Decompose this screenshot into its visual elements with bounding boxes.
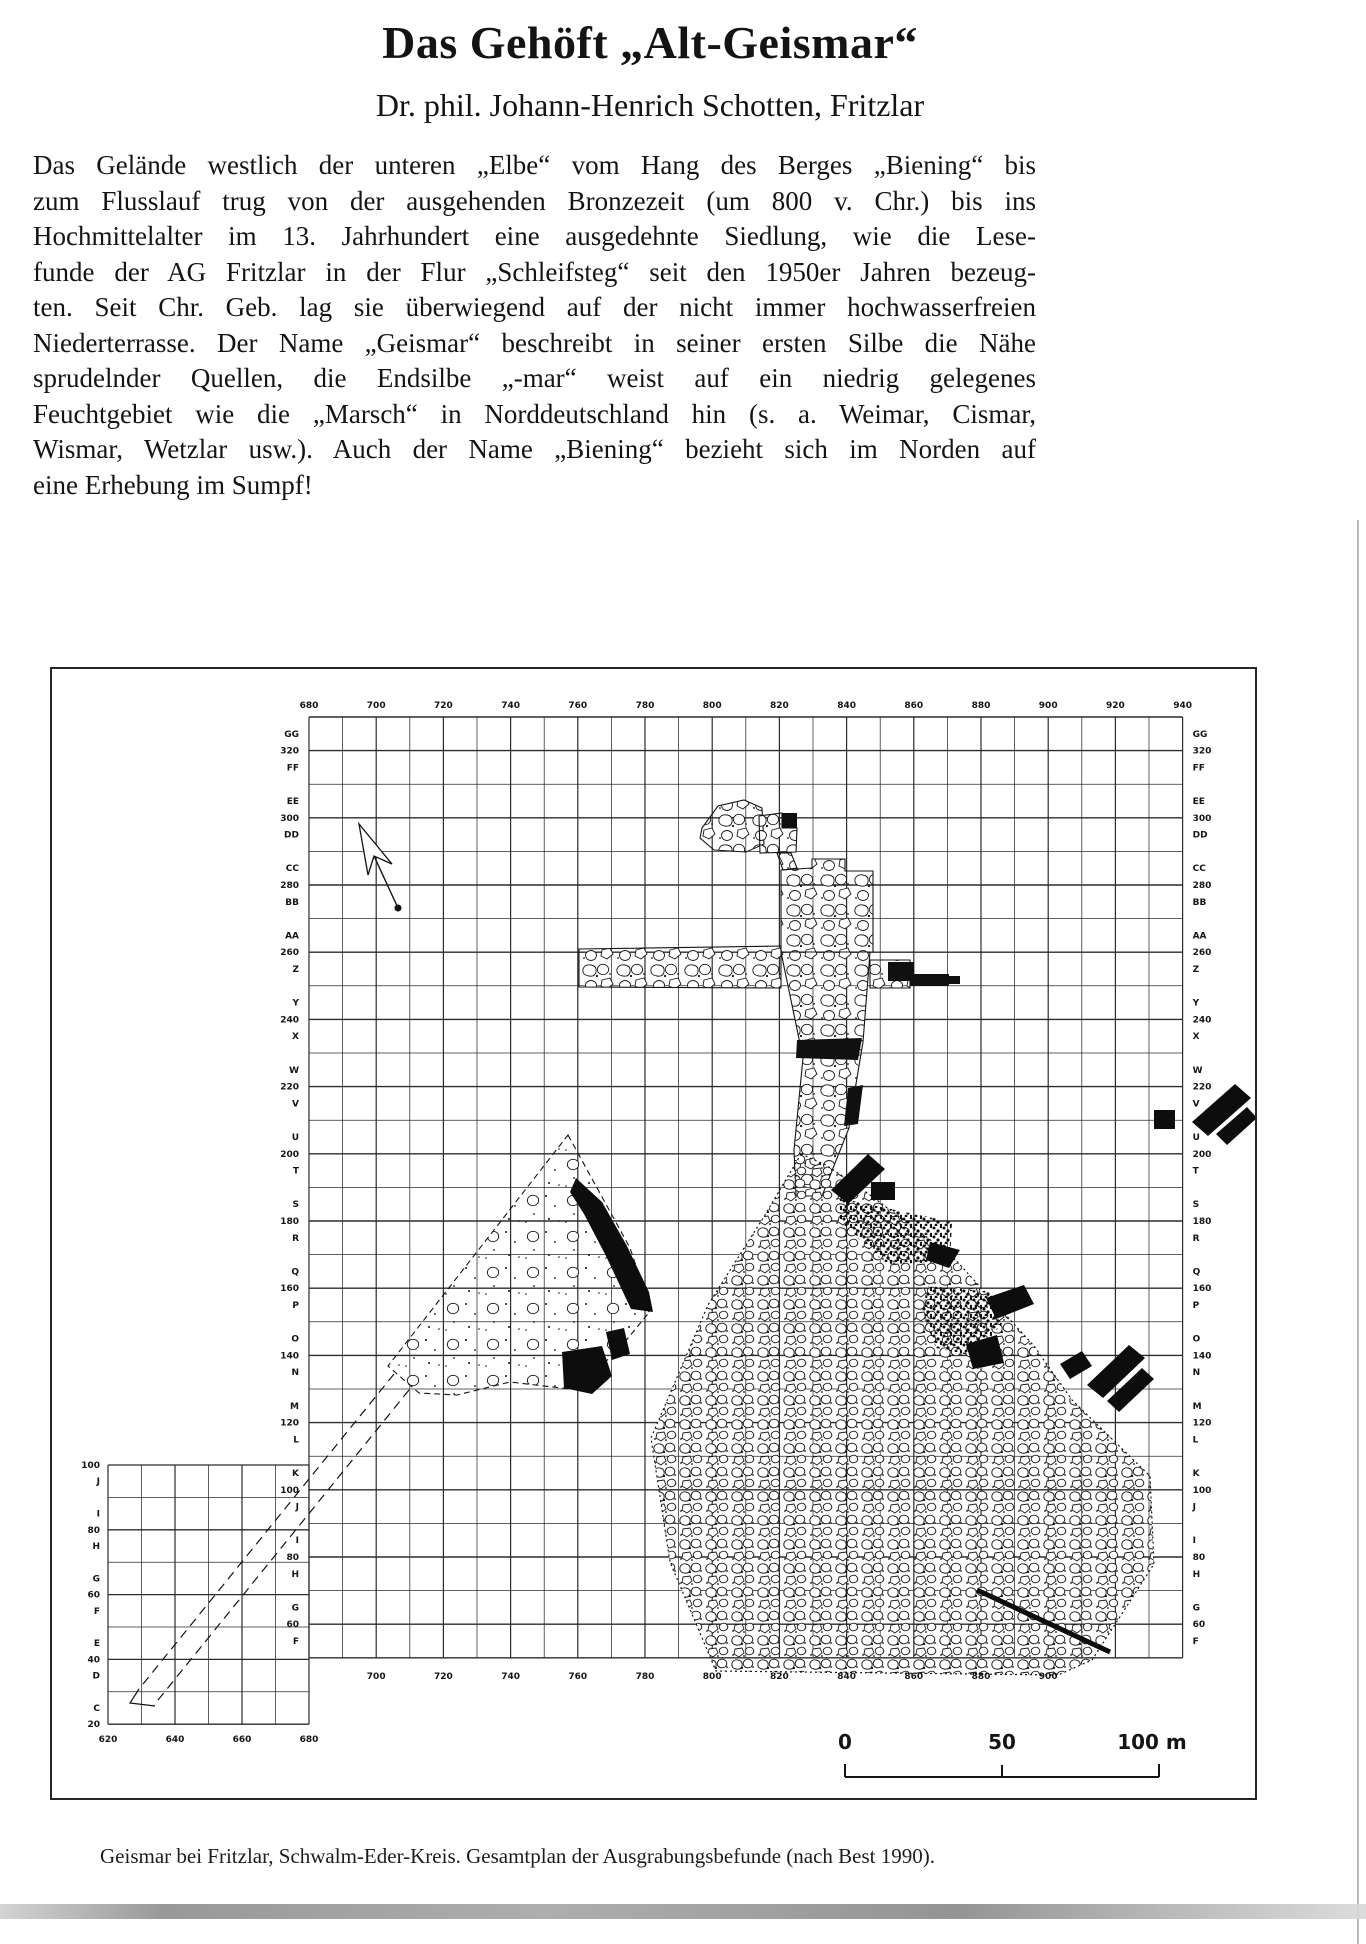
grid-label: EE — [1192, 797, 1205, 807]
grid-label: G — [1192, 1603, 1200, 1614]
grid-label: P — [292, 1301, 299, 1311]
grid-label: 320 — [280, 746, 299, 757]
grid-label: O — [1192, 1334, 1201, 1345]
grid-label: DD — [1192, 830, 1208, 841]
grid-label: 140 — [1192, 1351, 1212, 1362]
grid-label: I — [295, 1536, 299, 1547]
grid-label: 900 — [1038, 1671, 1058, 1682]
feature-east-edge-square — [1154, 1110, 1175, 1129]
grid-label: V — [1192, 1099, 1200, 1110]
grid-label: P — [1192, 1301, 1200, 1311]
figure-caption: Geismar bei Fritzlar, Schwalm-Eder-Kreis. Gesamtplan der Ausgrabungsbefunde (nach Best 1990). — [100, 1844, 935, 1868]
grid-label: 800 — [702, 1671, 722, 1682]
grid-label: 120 — [1192, 1418, 1212, 1429]
grid-label: CC — [285, 864, 299, 875]
grid-label: AA — [285, 931, 299, 942]
feature-se-black-square — [871, 1182, 895, 1200]
grid-label: 720 — [434, 1671, 453, 1682]
feature-east-black-bar — [910, 974, 949, 986]
grid-label: X — [1192, 1032, 1200, 1043]
grid-label: W — [1192, 1065, 1203, 1076]
paragraph-line: ten. Seit Chr. Geb. lag sie überwiegend auf der nicht immer hochwasserfreien — [33, 292, 1036, 322]
grid-label: 60 — [1192, 1620, 1206, 1631]
grid-label: 160 — [1192, 1284, 1212, 1295]
feature-east-black-tail — [949, 976, 960, 984]
grid-label: 740 — [501, 1671, 520, 1682]
grid-label: 100 — [81, 1461, 100, 1471]
grid-label: 940 — [1173, 701, 1192, 711]
grid-label: X — [292, 1032, 299, 1043]
grid-label: R — [292, 1233, 299, 1244]
paragraph-line: funde der AG Fritzlar in der Flur „Schleifsteg“ seit den 1950er Jahren bezeug- — [33, 256, 1036, 287]
grid-label: GG — [284, 729, 299, 740]
grid-label: Y — [292, 998, 299, 1009]
body-paragraph — [33, 148, 1036, 503]
grid-label: D — [92, 1671, 100, 1682]
grid-label: J — [1192, 1502, 1196, 1513]
paragraph-line: zum Flusslauf trug von der ausgehenden Bronzezeit (um 800 v. Chr.) bis ins — [33, 185, 1036, 216]
grid-label: V — [292, 1099, 299, 1110]
grid-label: Q — [291, 1267, 299, 1278]
feature-vertical-strip — [781, 952, 870, 1196]
grid-label: H — [291, 1569, 299, 1580]
grid-label: 0 — [838, 1730, 852, 1754]
grid-label: W — [289, 1065, 299, 1076]
grid-label: 620 — [98, 1735, 118, 1746]
grid-label: 80 — [286, 1553, 299, 1563]
paragraph-line: Wismar, Wetzlar usw.). Auch der Name „Biening“ bezieht sich im Norden auf — [33, 434, 1036, 464]
grid-label: 720 — [434, 701, 453, 711]
excavation-plan-svg — [52, 669, 1255, 1798]
grid-label: Z — [1192, 965, 1200, 975]
grid-label: F — [93, 1606, 100, 1617]
grid-label: M — [1192, 1401, 1202, 1412]
grid-label: T — [1192, 1166, 1199, 1177]
paragraph-line: Hochmittelalter im 13. Jahrhundert eine ausgedehnte Siedlung, wie die Lese- — [33, 221, 1036, 251]
grid-label: AA — [1192, 931, 1207, 942]
grid-label: 120 — [280, 1418, 299, 1429]
paragraph-line: eine Erhebung im Sumpf! — [33, 469, 313, 500]
grid-label: N — [1192, 1368, 1201, 1379]
grid-label: I — [96, 1509, 100, 1520]
grid-label: F — [1192, 1637, 1199, 1647]
grid-label: 840 — [837, 1671, 856, 1682]
grid-label: 220 — [280, 1082, 299, 1093]
grid-label: U — [1192, 1133, 1200, 1143]
grid-label: 700 — [366, 701, 386, 711]
grid-label: F — [292, 1637, 299, 1647]
grid-label: 760 — [568, 1671, 588, 1682]
grid-label: 920 — [1106, 701, 1125, 711]
grid-label: C — [93, 1704, 100, 1714]
grid-label: FF — [286, 763, 299, 774]
grid-label: K — [1192, 1469, 1200, 1479]
grid-label: 240 — [1192, 1015, 1212, 1026]
page-author: Dr. phil. Johann-Henrich Schotten, Fritzlar — [375, 87, 925, 123]
grid-label: 300 — [1192, 813, 1212, 824]
grid-label: 740 — [501, 701, 520, 711]
grid-label: EE — [286, 797, 299, 807]
feature-flag-black-corner — [782, 813, 797, 828]
paragraph-line: sprudelnder Quellen, die Endsilbe „-mar“ weist auf ein niedrig gelegenes — [33, 363, 1036, 393]
page-title: Das Gehöft „Alt-Geismar“ — [382, 17, 918, 68]
feature-strip-black-band — [796, 1038, 862, 1060]
grid-label: 80 — [87, 1525, 100, 1536]
feature-horizontal-strip — [579, 946, 781, 988]
grid-label: 820 — [770, 1671, 789, 1682]
grid-label: Z — [292, 965, 299, 975]
grid-label: 860 — [904, 1671, 924, 1682]
grid-label: 200 — [280, 1149, 299, 1160]
paragraph-line: Das Gelände westlich der unteren „Elbe“ vom Hang des Berges „Biening“ bis — [33, 150, 1036, 180]
grid-label: G — [291, 1603, 299, 1614]
grid-label: 240 — [280, 1015, 299, 1026]
excavation-plan-figure — [50, 667, 1257, 1800]
grid-label: BB — [285, 897, 299, 908]
scan-band-artifact — [0, 1904, 1366, 1919]
grid-label: N — [291, 1368, 299, 1379]
grid-label: 900 — [1038, 701, 1058, 711]
scan-edge-artifact — [1357, 520, 1359, 1944]
grid-label: G — [92, 1574, 100, 1585]
grid-label: 300 — [280, 813, 299, 824]
grid-label: J — [295, 1502, 299, 1513]
north-arrow-icon — [359, 824, 402, 912]
title-block — [140, 16, 1160, 124]
grid-label: Q — [1192, 1267, 1201, 1278]
grid-label: BB — [1192, 897, 1207, 908]
grid-label: 640 — [165, 1735, 185, 1746]
grid-label: H — [1192, 1569, 1201, 1580]
grid-label: CC — [1192, 864, 1206, 875]
grid-label: U — [291, 1133, 299, 1143]
grid-label: 660 — [232, 1735, 252, 1746]
grid-label: I — [1192, 1536, 1196, 1547]
grid-label: 100 — [280, 1485, 299, 1496]
grid-label: 180 — [1192, 1217, 1212, 1227]
grid-label: E — [93, 1639, 100, 1650]
grid-label: K — [292, 1469, 299, 1479]
grid-label: S — [292, 1200, 299, 1211]
grid-label: L — [293, 1435, 299, 1446]
grid-label: 320 — [1192, 746, 1212, 757]
grid-label: 280 — [280, 881, 299, 891]
grid-label: O — [291, 1334, 299, 1345]
grid-label: 820 — [770, 701, 789, 711]
grid-label: 100 m — [1117, 1730, 1187, 1754]
grid-label: 20 — [87, 1720, 100, 1731]
grid-label: 220 — [1192, 1082, 1212, 1093]
grid-label: H — [92, 1542, 100, 1552]
feature-patch-northwest — [700, 800, 764, 852]
grid-label: 700 — [366, 1671, 386, 1682]
grid-label: 860 — [904, 701, 924, 711]
grid-label: 160 — [280, 1284, 299, 1295]
scale-bar — [845, 1764, 1159, 1777]
grid-label: 140 — [280, 1351, 299, 1362]
grid-label: J — [96, 1477, 100, 1488]
grid-label: R — [1192, 1233, 1200, 1244]
grid-label: 680 — [299, 1735, 319, 1746]
grid-label: FF — [1192, 763, 1205, 774]
grid-label: 280 — [1192, 881, 1212, 891]
grid-label: 50 — [988, 1730, 1016, 1754]
grid-label: 200 — [1192, 1149, 1212, 1160]
grid-label: 780 — [635, 701, 655, 711]
grid-label: 100 — [1192, 1485, 1212, 1496]
grid-label: 800 — [702, 701, 722, 711]
paragraph-line: Niederterrasse. Der Name „Geismar“ beschreibt in seiner ersten Silbe die Nähe — [33, 327, 1036, 358]
grid-label: 780 — [635, 1671, 655, 1682]
paragraph-line: Feuchtgebiet wie die „Marsch“ in Norddeutschland hin (s. a. Weimar, Cismar, — [33, 398, 1036, 429]
grid-label: 60 — [286, 1620, 299, 1631]
grid-label: Y — [1192, 998, 1200, 1009]
grid-label: T — [292, 1166, 299, 1177]
grid-label: 880 — [971, 701, 991, 711]
grid-label: 40 — [87, 1655, 100, 1666]
grid-label: L — [1192, 1435, 1199, 1446]
grid-label: 760 — [568, 701, 588, 711]
grid-label: 260 — [280, 948, 299, 959]
grid-label: 80 — [1192, 1553, 1206, 1563]
grid-label: S — [1192, 1200, 1200, 1211]
grid-label: DD — [284, 830, 299, 841]
feature-dashed-trench — [130, 1374, 409, 1706]
grid-label: M — [290, 1401, 299, 1412]
grid-label: 840 — [837, 701, 856, 711]
grid-label: 60 — [87, 1590, 100, 1601]
grid-label: 680 — [299, 701, 319, 711]
feature-north-block — [781, 859, 873, 952]
grid-label: 180 — [280, 1217, 299, 1227]
grid-label: 260 — [1192, 948, 1212, 959]
grid-label: GG — [1192, 729, 1208, 740]
grid-label: 880 — [971, 1671, 991, 1682]
